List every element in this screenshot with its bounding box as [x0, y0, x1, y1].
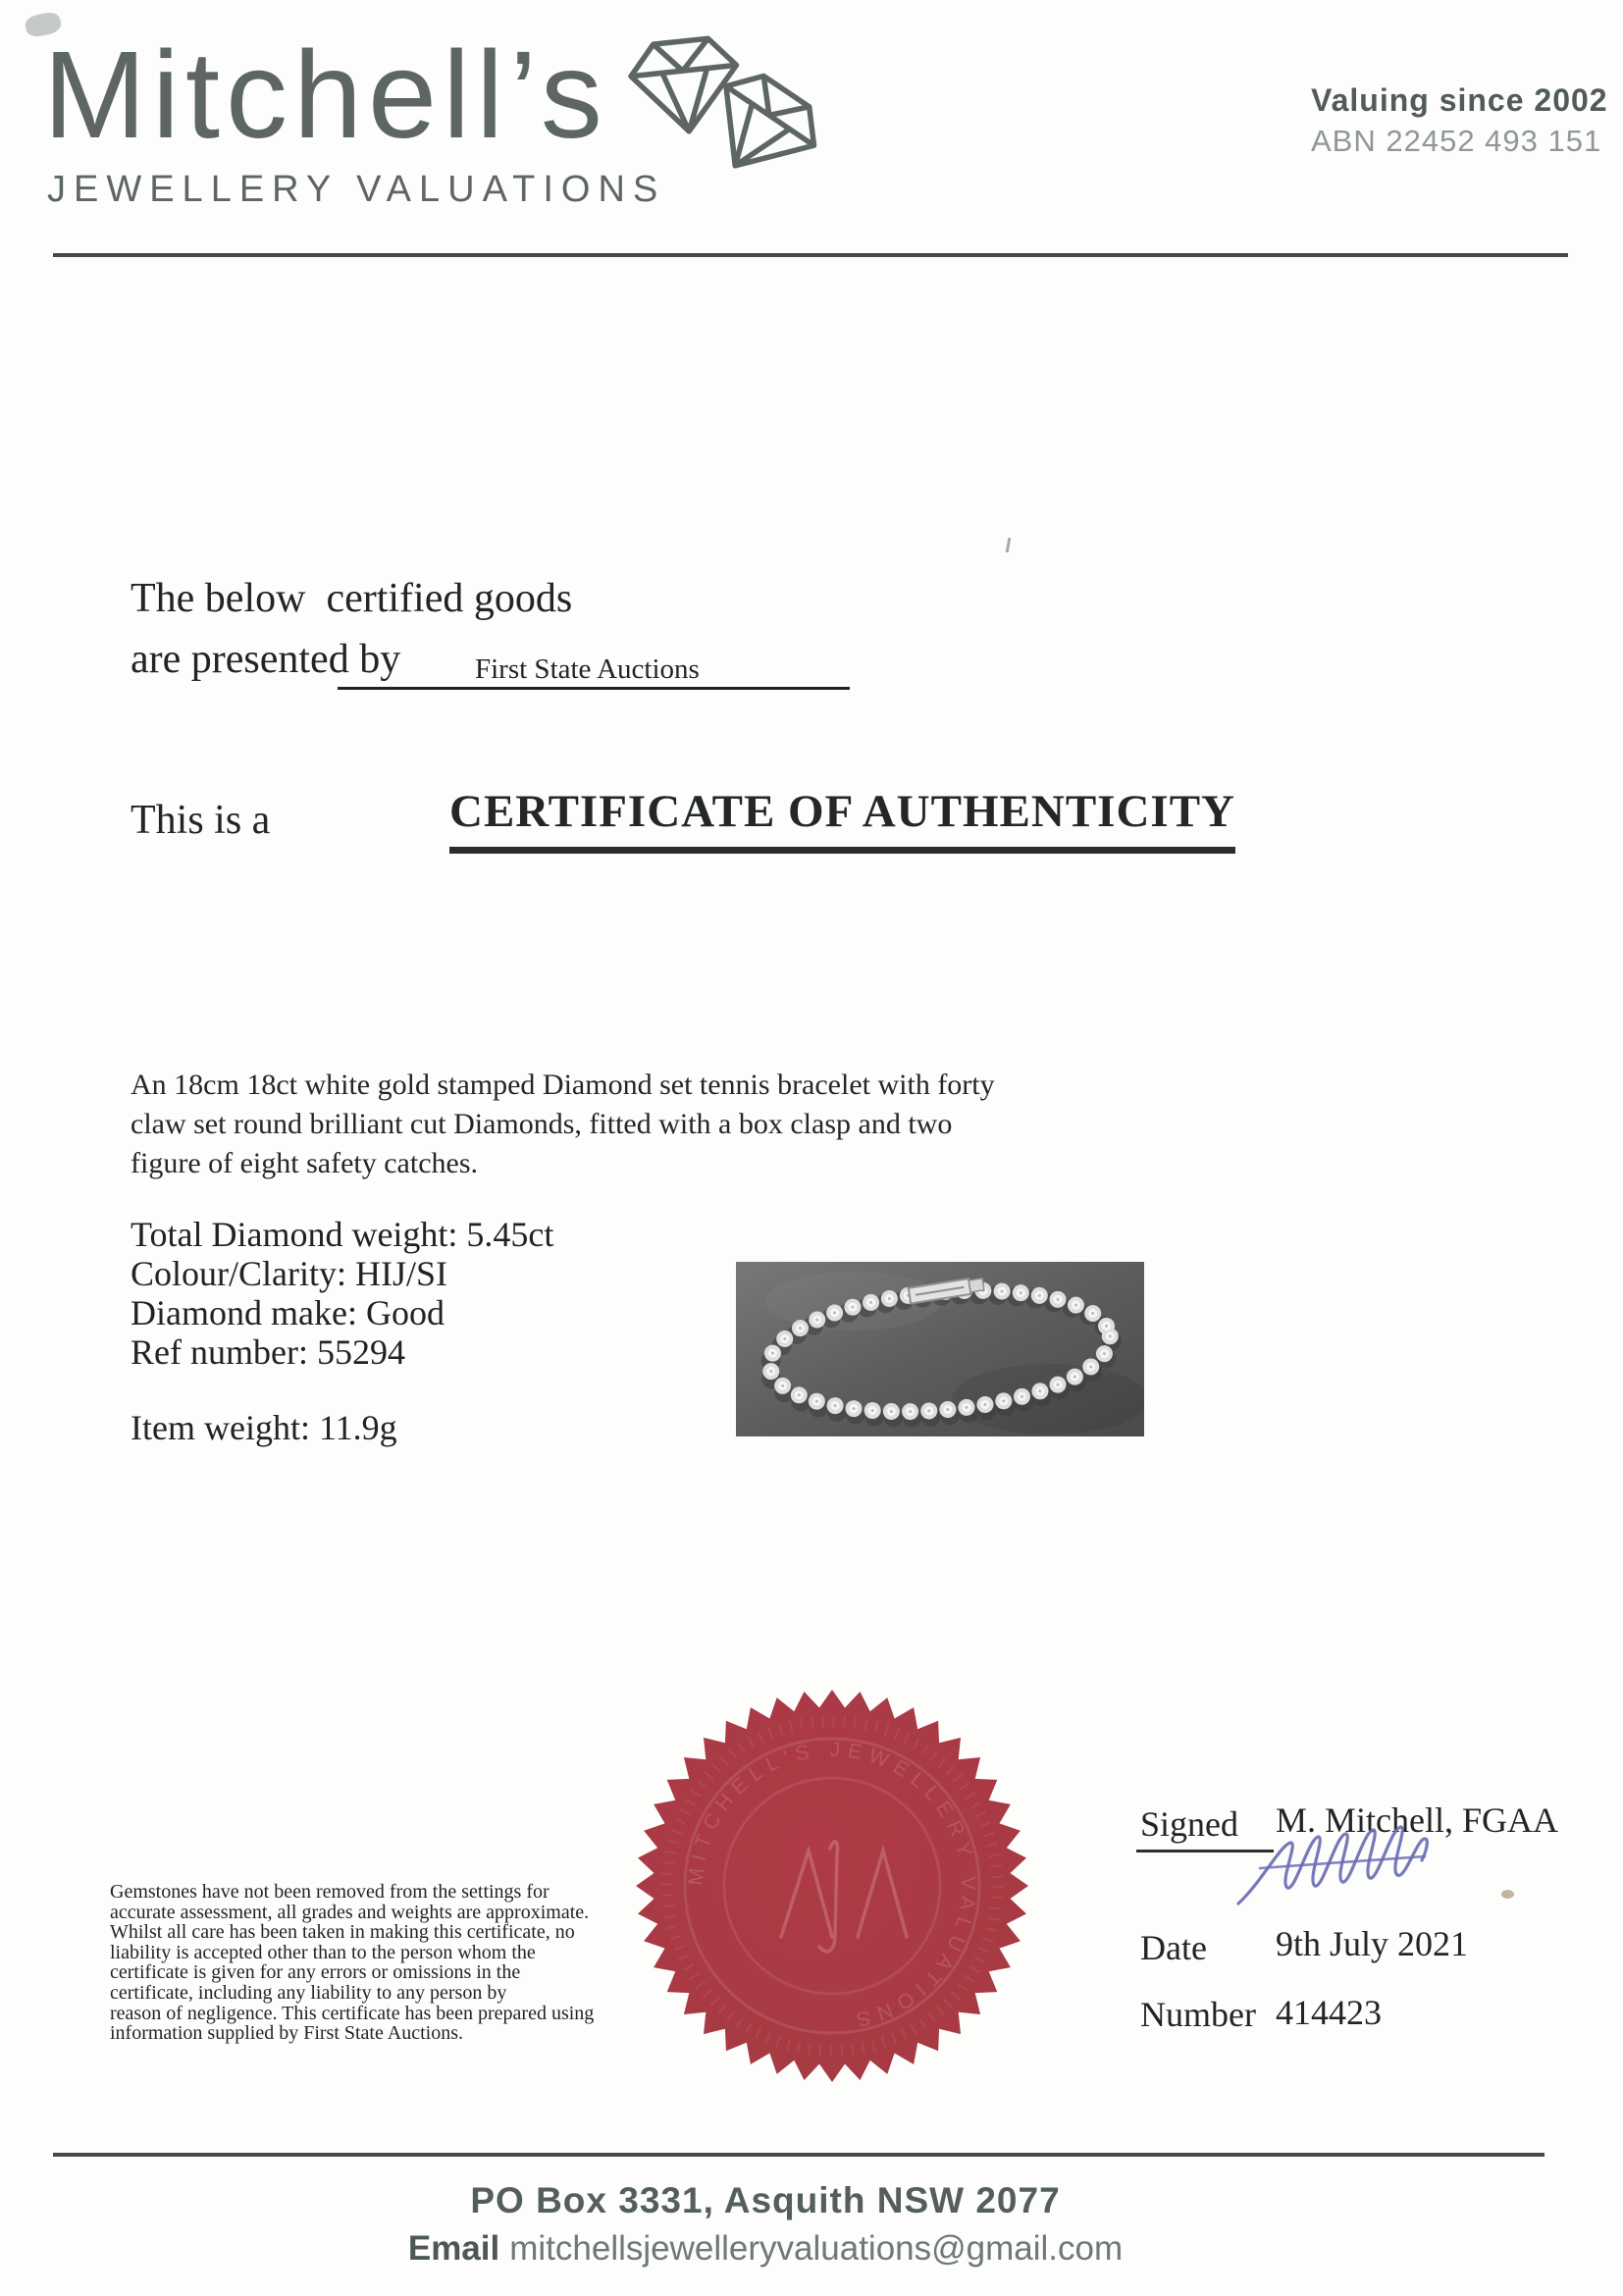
number-value: 414423: [1276, 1993, 1382, 2032]
disclaimer-line: certificate, including any liability to any person by: [110, 1981, 507, 2004]
diamond-tennis-bracelet-photo: [736, 1262, 1144, 1436]
signed-name: M. Mitchell, FGAA: [1276, 1800, 1558, 1840]
colour-clarity: Colour/Clarity: HIJ/SI: [131, 1254, 447, 1293]
footer: [0, 2180, 1531, 2269]
disclaimer-line: accurate assessment, all grades and weights are approximate.: [110, 1901, 590, 1923]
brand-subtitle: JEWELLERY VALUATIONS: [47, 169, 666, 210]
footer-email-line: [0, 2229, 1531, 2269]
description-line: An 18cm 18ct white gold stamped Diamond set tennis bracelet with forty: [131, 1069, 995, 1101]
ref-number: Ref number: 55294: [131, 1332, 405, 1372]
disclaimer-line: Gemstones have not been removed from the settings for: [110, 1881, 550, 1903]
description-line: figure of eight safety catches.: [131, 1147, 479, 1179]
diamonds-logo-icon: [626, 33, 832, 190]
header-divider: [53, 253, 1568, 257]
description-line: claw set round brilliant cut Diamonds, fitted with a box clasp and two: [131, 1108, 953, 1140]
abn-text: ABN 22452 493 151: [1311, 124, 1602, 158]
disclaimer-line: information supplied by First State Auctions.: [110, 2022, 463, 2045]
presented-by-value: First State Auctions: [475, 653, 700, 685]
brand-name: Mitchell’s: [43, 26, 608, 164]
disclaimer-line: Whilst all care has been taken in making this certificate, no: [110, 1921, 575, 1944]
item-weight: Item weight: 11.9g: [131, 1408, 397, 1447]
valuing-since-text: Valuing since 2002: [1311, 82, 1608, 118]
diamond-make: Diamond make: Good: [131, 1293, 445, 1332]
title-prefix: This is a: [131, 798, 271, 843]
date-label: Date: [1140, 1928, 1207, 1967]
intro-line-2: are presented by: [131, 637, 401, 682]
disclaimer-line: certificate is given for any errors or omissions in the: [110, 1961, 521, 1984]
footer-email-label: Email: [407, 2229, 500, 2268]
scan-artifact-tick: [1006, 538, 1012, 552]
disclaimer-line: liability is accepted other than to the person whom the: [110, 1941, 536, 1963]
signed-label: Signed: [1140, 1804, 1239, 1844]
date-value: 9th July 2021: [1276, 1924, 1469, 1963]
item-description: [131, 1066, 995, 1183]
scan-artifact-speck: [1501, 1890, 1514, 1899]
disclaimer-text: [110, 1882, 594, 2044]
seal-emboss-text: MITCHELL'S JEWELLERY VALUATIONS: [684, 1738, 980, 2032]
number-label: Number: [1140, 1995, 1256, 2034]
presented-by-underline: [338, 687, 850, 690]
footer-email-address: mitchellsjewelleryvaluations@gmail.com: [509, 2229, 1124, 2268]
total-diamond-weight: Total Diamond weight: 5.45ct: [131, 1215, 554, 1254]
blue-ink-signature: [1232, 1809, 1458, 1912]
red-wax-seal: [636, 1690, 1028, 2082]
disclaimer-line: reason of negligence. This certificate has been prepared using: [110, 2002, 595, 2024]
footer-divider: [53, 2153, 1544, 2157]
certificate-title: CERTIFICATE OF AUTHENTICITY: [449, 785, 1235, 854]
footer-po-box: PO Box 3331, Asquith NSW 2077: [470, 2180, 1061, 2220]
intro-line-1: The below certified goods: [131, 576, 573, 621]
item-details: [131, 1215, 553, 1447]
